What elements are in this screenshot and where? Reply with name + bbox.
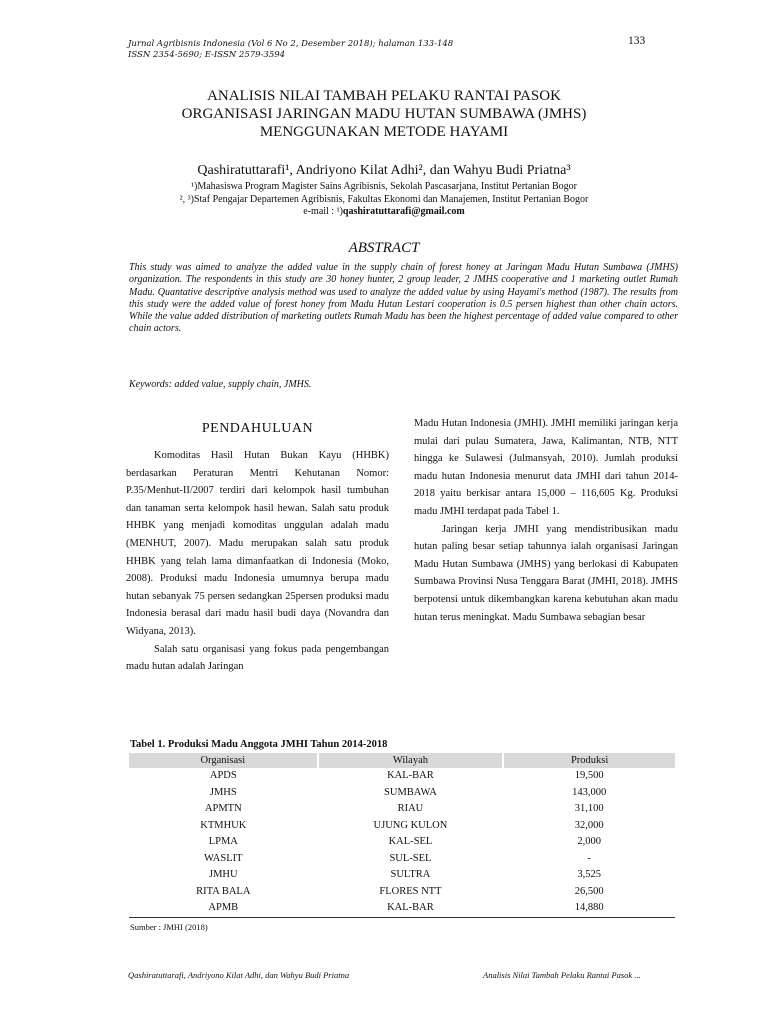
affiliation-1: ¹)Mahasiswa Program Magister Sains Agribisnis, Sekolah Pascasarjana, Institut Pertanian Bogor	[191, 181, 577, 192]
cell-produksi: -	[587, 852, 591, 864]
cell-produksi: 26,500	[574, 885, 604, 897]
header-wilayah: Wilayah	[318, 753, 504, 768]
table-header-row	[129, 753, 675, 768]
cell-organisasi: APMTN	[204, 803, 242, 814]
table-row	[129, 785, 675, 802]
cell-wilayah: RIAU	[397, 803, 424, 814]
cell-wilayah: FLORES NTT	[379, 885, 442, 897]
table-row	[129, 900, 675, 917]
cell-organisasi: WASLIT	[204, 852, 243, 864]
cell-organisasi: APDS	[209, 770, 237, 781]
cell-wilayah: KAL-BAR	[387, 770, 434, 781]
journal-citation: Jurnal Agribisnis Indonesia (Vol 6 No 2, Desember 2018); halaman 133-148	[128, 39, 454, 49]
paper-title	[100, 87, 668, 141]
table-row	[129, 851, 675, 868]
cell-wilayah: SUMBAWA	[384, 786, 437, 798]
paragraph: Jaringan kerja JMHI yang mendistribusikan madu hutan paling besar setiap tahunnya ialah organisasi Jaringan Madu Hutan Sumbawa (JMHS) yang berlokasi di Kabupaten Sumbawa Provinsi Nusa Tenggara Barat (JMHI, 2018). JMHS berpotensi untuk dikembangkan karena kebutuhan akan madu hutan terus meningkat. Madu Sumbawa sebagian besar	[414, 523, 678, 623]
cell-produksi: 19,500	[574, 770, 604, 781]
table-row	[129, 801, 675, 818]
cell-produksi: 32,000	[574, 819, 604, 831]
affiliation-2: ², ³)Staf Pengajar Departemen Agribisnis, Fakultas Ekonomi dan Manajemen, Institut Pertanian Bogor	[179, 193, 589, 205]
production-table	[129, 753, 675, 918]
title-line-2: ORGANISASI JARINGAN MADU HUTAN SUMBAWA (JMHS)	[181, 106, 587, 122]
paragraph: Salah satu organisasi yang fokus pada pengembangan madu hutan adalah Jaringan	[126, 643, 389, 673]
cell-wilayah: KAL-BAR	[318, 900, 504, 917]
abstract-heading: ABSTRACT	[348, 240, 420, 256]
cell-organisasi: APMB	[129, 900, 318, 917]
abstract-text: This study was aimed to analyze the added value in the supply chain of forest honey at Jaringan Madu Hutan Sumbawa (JMHS) organization. The respondents in this study are 30 honey hunter, 2 group leader, 2 JMHS cooperative and 1 marketing outlet Rumah Madu. Quantative descriptive analysis method was used to analyze the added value by using Hayami's method (1987). The results from this study were the added value of forest honey from Madu Hutan Lestari cooperation is 0.5 persen highest than other chain actors. While the value added distribution of marketing outlets Rumah Madu has been the highest percentage of added value compared to other chain actors.	[129, 262, 678, 335]
cell-organisasi: JMHS	[209, 786, 237, 798]
cell-organisasi: KTMHUK	[200, 819, 247, 831]
paragraph: Komoditas Hasil Hutan Bukan Kayu (HHBK) berdasarkan Peraturan Mentri Kehutanan Nomor: P.35/Menhut-II/2007 terdiri dari kelompok hasil tumbuhan dan tanaman serta kelompok hasil hewan. Salah satu produk HHBK yang menjadi komoditas unggulan adalah madu (MENHUT, 2007). Madu merupakan salah satu produk HHBK yang telah lama dimanfaatkan di Indonesia (Moko, 2008). Produksi madu Indonesia umumnya berupa madu hutan sebanyak 75 persen sedangkan 25persen produksi madu Indonesia berasal dari madu hasil budi daya (Novandra dan Widyana, 2013).	[126, 450, 389, 637]
footer-running-title: Analisis Nilai Tambah Pelaku Rantai Pasok ...	[483, 970, 641, 980]
table-row	[129, 818, 675, 835]
email-address[interactable]: qashiratuttarafi@gmail.com	[342, 206, 465, 217]
table-row	[129, 834, 675, 851]
table-source: Sumber : JMHI (2018)	[130, 922, 208, 932]
cell-wilayah: SULTRA	[390, 869, 431, 880]
table-row	[129, 867, 675, 884]
table-row	[129, 884, 675, 901]
header-organisasi: Organisasi	[129, 753, 318, 768]
column-left	[126, 447, 389, 676]
cell-organisasi: LPMA	[208, 836, 238, 847]
cell-wilayah: UJUNG KULON	[373, 819, 448, 831]
contact-email	[100, 206, 668, 219]
footer-authors: Qashiratuttarafi, Andriyono Kilat Adhi, dan Wahyu Budi Priatna	[128, 970, 350, 980]
page-number: 133	[628, 35, 646, 47]
cell-organisasi: RITA BALA	[196, 885, 251, 897]
cell-produksi: 143,000	[572, 786, 607, 798]
journal-issn: ISSN 2354-5690; E-ISSN 2579-3594	[128, 50, 286, 60]
title-line-3: MENGGUNAKAN METODE HAYAMI	[259, 124, 509, 140]
author-list: Qashiratuttarafi¹, Andriyono Kilat Adhi², dan Wahyu Budi Priatna³	[197, 163, 571, 178]
cell-wilayah: SUL-SEL	[389, 852, 432, 864]
cell-produksi: 31,100	[574, 803, 604, 814]
cell-wilayah: KAL-SEL	[388, 836, 433, 847]
table-caption: Tabel 1. Produksi Madu Anggota JMHI Tahun 2014-2018	[130, 739, 388, 750]
email-label: e-mail : ¹)	[303, 206, 343, 217]
cell-produksi: 3,525	[577, 869, 601, 880]
section-heading-pendahuluan: PENDAHULUAN	[201, 421, 314, 436]
keywords: Keywords: added value, supply chain, JMHS.	[129, 379, 312, 390]
paragraph: Madu Hutan Indonesia (JMHI). JMHI memiliki jaringan kerja mulai dari pulau Sumatera, Jawa, Kalimantan, NTB, NTT hingga ke Sulawesi (Julmansyah, 2010). Jumlah produksi madu hutan Indonesia menurut data JMHI dari tahun 2014-2018 yaitu berkisar antara 15,000 – 116,605 Kg. Produksi madu JMHI terdapat pada Tabel 1.	[414, 418, 678, 517]
affiliations	[100, 181, 668, 219]
table-row	[129, 768, 675, 785]
column-right	[414, 415, 678, 626]
cell-organisasi: JMHU	[209, 869, 238, 880]
cell-produksi: 2,000	[577, 836, 601, 847]
journal-info	[128, 39, 453, 61]
header-produksi: Produksi	[503, 753, 675, 768]
cell-produksi: 14,880	[503, 900, 675, 917]
title-line-1: ANALISIS NILAI TAMBAH PELAKU RANTAI PASOK	[207, 88, 561, 104]
